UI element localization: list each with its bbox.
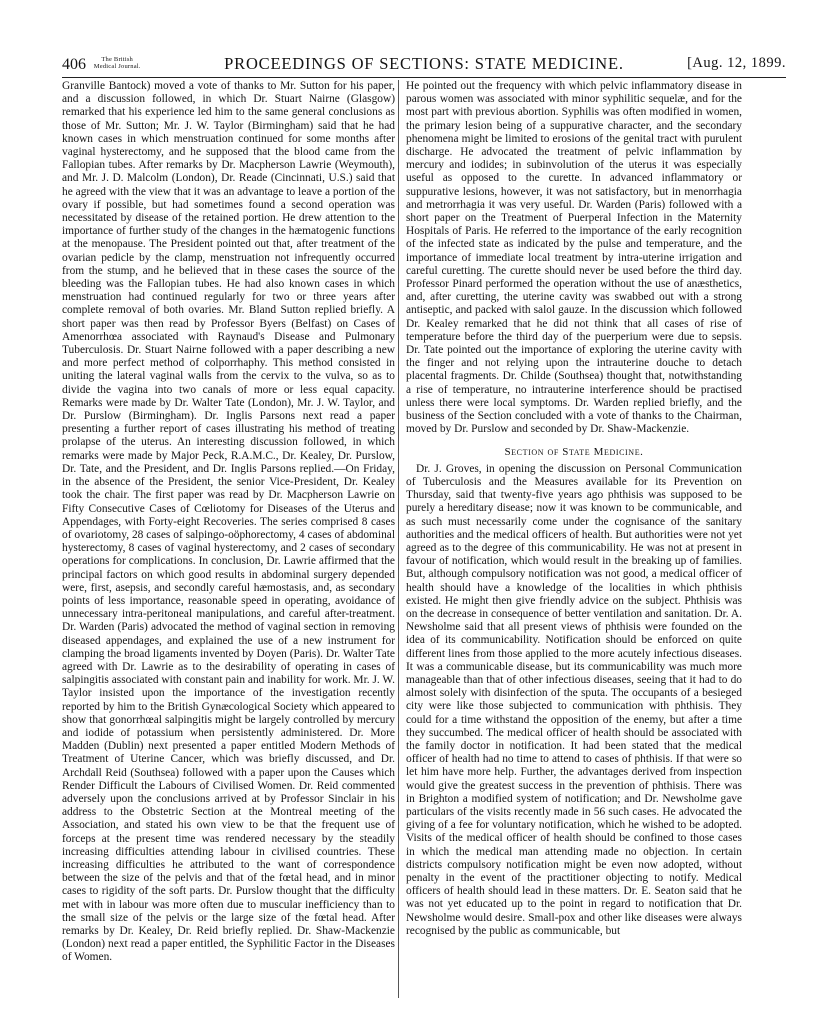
left-paragraph: Granville Bantock) moved a vote of thanks to Mr. Sutton for his paper, and a discussion followed, in which Dr. Stuart Nairne (Glasgow) remarked that his experience led him to the same general conclusions as those of Mr. Sutton; Mr. J. W. Taylor (Birmingham) said that he had known cases in which menstruation continued for some months after vaginal hysterectomy, and he supposed that the blood came from the Fallopian tubes. After remarks by Dr. Macpherson Lawrie (Weymouth), and Mr. J. D. Malcolm (London), Dr. Reade (Cincinnati, U.S.) said that he agreed with the view that it was an advantage to leave a portion of the ovary if possible, but had sometimes found a second operation was necessitated by disease of the retained portion. He drew attention to the importance of further study of the changes in the hæmatogenic functions at the menopause. The President pointed out that, after treatment of the ovarian pedicle by the clamp, menstruation not infrequently occurred from the stump, and he believed that in these cases the source of the bleeding was the Fallopian tubes. He had also known cases in which menstruation had continued regularly for two or three years after complete removal of both ovaries. Mr. Bland Sutton replied briefly. A short paper was then read by Professor Byers (Belfast) on Cases of Amenorrhœa associated with Raynaud's Disease and Pulmonary Tuberculosis. Dr. Stuart Nairne followed with a paper describing a new and more perfect method of colporrhaphy. This method consisted in uniting the lateral vaginal walls from the cervix to the vulva, so as to divide the vagina into two canals of more or less equal capacity. Remarks were made by Dr. Walter Tate (London), Mr. J. W. Taylor, and Dr. Purslow (Birmingham). Dr. Inglis Parsons next read a paper presenting a further report of cases illustrating his method of treating prolapse of the uterus. An interesting discussion followed, in which remarks were made by Major Peck, R.A.M.C., Dr. Kealey, Dr. Purslow, Dr. Tate, and the President, and Dr. Inglis Parsons replied.—On Friday, in the absence of the President, the senior Vice-President, Dr. Kealey took the chair. The first paper was read by Dr. Macpherson Lawrie on Fifty Consecutive Cases of Cœliotomy for Diseases of the Uterus and Appendages, with Forty-eight Recoveries. The series comprised 8 cases of ovariotomy, 28 cases of salpingo-oöphorectomy, 4 cases of abdominal hysterectomy, 8 cases of vaginal hysterectomy, and 2 cases of secondary operations for complications. In conclusion, Dr. Lawrie affirmed that the principal factors on which good results in abdominal surgery depended were, first, asepsis, and secondly careful hæmostasis, and, as secondary points of less importance, reasonable speed in operating, avoidance of unnecessary intra-peritoneal manipulations, and careful after-treatment. Dr. Warden (Paris) advocated the method of vaginal section in removing diseased appendages, and explained the use of a new instrument for clamping the broad ligaments invented by Doyen (Paris). Dr. Walter Tate agreed with Dr. Lawrie as to the desirability of operating in cases of salpingitis associated with constant pain and inability for work. Mr. J. W. Taylor insisted upon the importance of the investigation recently reported by him to the British Gynæcological Society which appeared to show that gonorrhœal salpingitis might be largely controlled by mercury and iodide of potassium when persistently administered. Dr. More Madden (Dublin) next presented a paper entitled Modern Methods of Treatment of Uterine Cancer, which was briefly discussed, and Dr. Archdall Reid (Southsea) followed with a paper upon the Causes which Render Difficult the Labours of Civilised Women. Dr. Reid commented adversely upon the conclusions arrived at by Professor Sinclair in his address to the Obstetric Section at the Montreal meeting of the Association, and stated his own view to be that the frequent use of forceps at the present time was rendered necessary by the steadily increasing difficulties attending labour in civilised countries. These increasing difficulties he attributed to the want of correspondence between the size of the pelvis and that of the fœtal head, and in minor cases to rigidity of the soft parts. Dr. Purslow thought that the difficulty met with in labour was more often due to muscular inefficiency than to the small size of the pelvis or the large size of the fœtal head. After remarks by Dr. Kealey, Dr. Reid briefly replied. Dr. Shaw-Mackenzie (London) next read a paper entitled, the Syphilitic Factor in the Diseases of Women. (62, 80, 395, 964)
right-paragraph-2: Dr. J. Groves, in opening the discussion on Personal Communication of Tuberculosis and the Measures available for its Prevention on Thursday, said that twenty-five years ago phthisis was supposed to be purely a hereditary disease; now it was known to be communicable, and as such must necessarily come under the cognisance of the sanitary authorities and the medical officers of health. But authorities were not yet agreed as to the degree of this communicability. He was not at present in favour of notification, which would result in the breaking up of families. But, although compulsory notification was not good, a medical officer of health should have a knowledge of the localities in which phthisis existed. He might then give friendly advice on the subject. Phthisis was on the decrease in consequence of better ventilation and sanitation. Dr. A. Newsholme said that all present views of phthisis were founded on the idea of its communicability. Notification should be enforced on quite different lines from those applied to the more acutely infectious diseases. It was a communicable disease, but its communicability was much more manageable than that of other infectious diseases, seeing that it had to do almost solely with disinfection of the sputa. The occupants of a besieged city were like those subjected to communication with phthisis. They could for a time withstand the opposition of the enemy, but after a time they succumbed. The medical officer of health should be associated with the family doctor in notification. It had been stated that the medical officer of health had no time to attend to cases of phthisis. If that were so let him have more help. Further, the advantages derived from inspection would give the greatest success in the prevention of phthisis. There was in Brighton a modified system of notification; and Dr. Newsholme gave particulars of the visits recently made in 56 such cases. He advocated the giving of a fee for voluntary notification, which he wished to be adopted. Visits of the medical officer of health should be confined to those cases in which the medical man attending made no objection. In certain districts compulsory notification might be even now adopted, without penalty in the event of the practitioner objecting to notify. Medical officers of health should lead in these matters. Dr. E. Seaton said that he was not yet educated up to the point in regard to notification that Dr. Newsholme would desire. Small-pox and other like diseases were always recognised by the public as communicable, but (406, 462, 742, 937)
header-rule (62, 77, 786, 78)
journal-name-line1: The British (101, 56, 134, 63)
page-number: 406 (62, 56, 86, 73)
issue-date: [Aug. 12, 1899. (687, 55, 786, 71)
journal-name-line2: Medical Journal. (93, 63, 141, 70)
page-header (62, 54, 786, 76)
running-title: PROCEEDINGS OF SECTIONS: STATE MEDICINE. (224, 54, 624, 73)
right-paragraph-1: He pointed out the frequency with which pelvic inflammatory disease in parous women was associated with minor syphilitic sequelæ, and for the most part with previous abortion. Syphilis was often modified in women, the primary lesion being of a suppurative character, and the secondary phenomena might be limited to erosions of the genital tract with purulent discharge. He advocated the treatment of pelvic inflammation by mercury and iodides; in subinvolution of the uterus it was especially useful as opposed to the curette. In advanced inflammatory or suppurative lesions, however, it was not satisfactory, but in menorrhagia and metrorrhagia it was very useful. Dr. Warden (Paris) followed with a short paper on the Treatment of Puerperal Infection in the Maternity Hospitals of Paris. He referred to the importance of the early recognition of the infected state as indicated by the pulse and temperature, and the importance of immediate local treatment by intra-uterine irrigation and careful curetting. The curette should never be used before the third day. Professor Pinard performed the operation without the use of anæsthetics, and, after curetting, the uterine cavity was swabbed out with a strong antiseptic, and packed with salol gauze. In the discussion which followed Dr. Kealey remarked that he did not think that all cases of rise of temperature before the third day of the puerperium were due to sepsis. Dr. Tate pointed out the importance of exploring the uterine cavity with the finger and not relying upon the intrauterine douche to detach placental fragments. Dr. Childe (Southsea) thought that, notwithstanding a rise of temperature, no intrauterine interference should be practised unless there were local symptoms. Dr. Warden replied briefly, and the business of the Section concluded with a vote of thanks to the Chairman, moved by Dr. Purslow and seconded by Dr. Shaw-Mackenzie. (406, 80, 742, 436)
left-column (62, 80, 395, 965)
column-divider (398, 80, 399, 998)
section-heading: Section of State Medicine. (504, 446, 644, 459)
right-column (406, 80, 742, 938)
